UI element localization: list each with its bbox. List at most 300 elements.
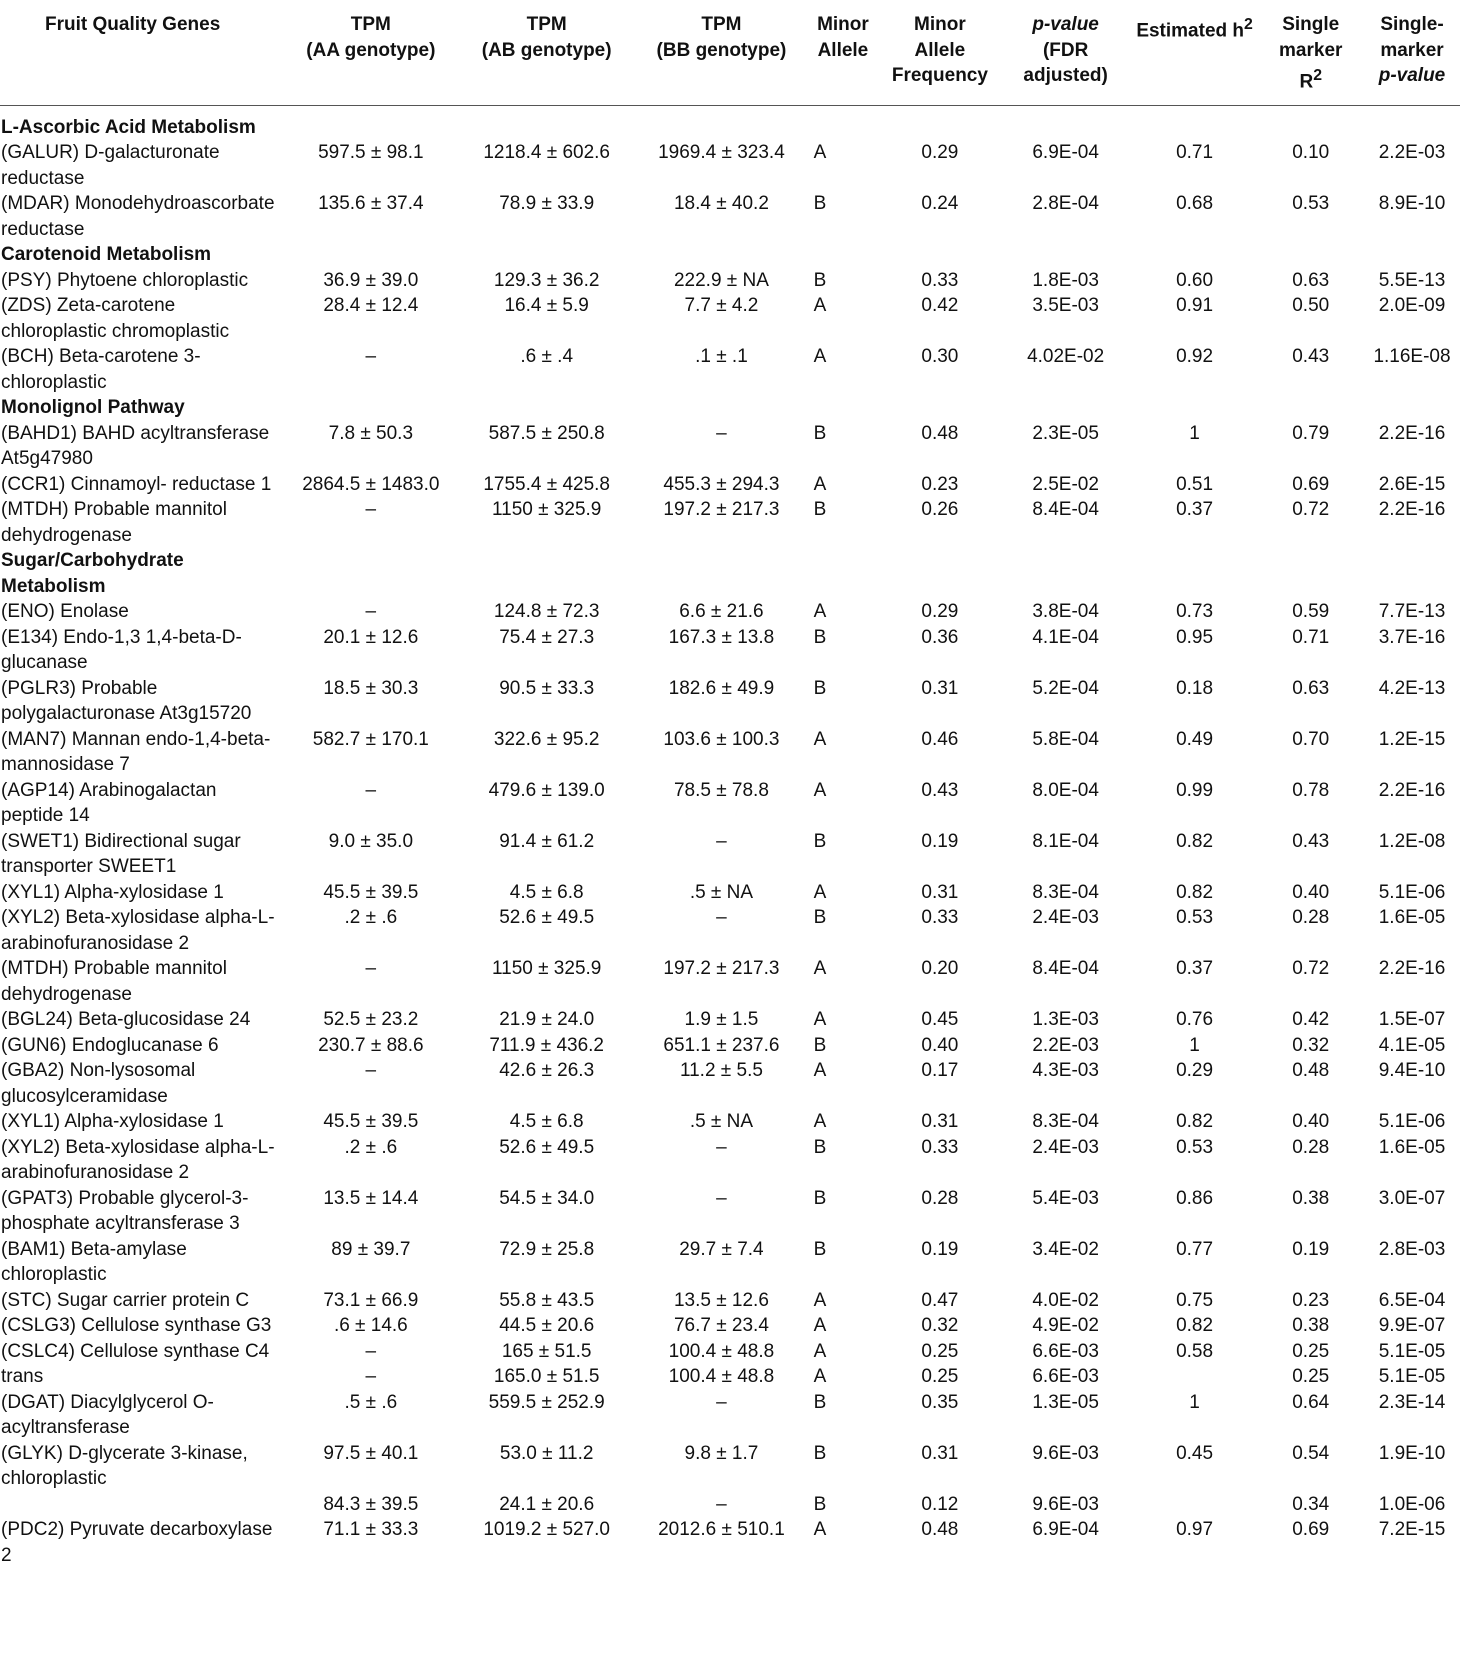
sm-pvalue-cell: 2.2E-16 (1378, 499, 1446, 521)
section-row (0, 242, 1460, 268)
tpm-aa-cell: 45.5 ± 39.5 (323, 1111, 419, 1133)
table-row (0, 956, 1460, 1007)
gene-name-cell: (E134) Endo-1,3 1,4-beta-D-glucanase (1, 626, 242, 674)
heritability-cell: 0.77 (1176, 1238, 1214, 1260)
pvalue-cell: 4.02E-02 (1027, 346, 1105, 368)
empty-cell (637, 242, 805, 268)
maf-cell: 0.42 (921, 295, 959, 317)
empty-cell (456, 105, 637, 140)
tpm-ab-cell: 91.4 ± 61.2 (499, 830, 595, 852)
minor-allele-cell: A (813, 346, 827, 368)
r2-cell: 0.78 (1292, 779, 1330, 801)
gene-name-cell: (XYL1) Alpha-xylosidase 1 (1, 881, 224, 903)
minor-allele-cell: A (813, 1111, 827, 1133)
heritability-cell: 0.92 (1176, 346, 1214, 368)
gene-name-cell: (GALUR) D-galacturonate reductase (1, 142, 220, 189)
empty-cell (1132, 395, 1258, 421)
minor-allele-cell: A (813, 728, 827, 750)
minor-allele-cell: A (813, 1289, 827, 1311)
sm-pvalue-cell: 3.7E-16 (1378, 626, 1446, 648)
header-gene: Fruit Quality Genes (0, 0, 286, 105)
tpm-bb-cell: 29.7 ± 7.4 (679, 1238, 764, 1260)
sm-pvalue-cell: 9.4E-10 (1378, 1060, 1446, 1082)
gene-name-cell (0, 1492, 286, 1518)
sm-pvalue-cell: 1.0E-06 (1378, 1493, 1446, 1515)
tpm-aa-cell: 36.9 ± 39.0 (323, 269, 419, 291)
r2-cell: 0.64 (1292, 1391, 1330, 1413)
tpm-ab-cell: 479.6 ± 139.0 (488, 779, 605, 801)
minor-allele-cell: A (813, 881, 827, 903)
empty-cell (286, 242, 457, 268)
sm-pvalue-cell: 1.9E-10 (1378, 1442, 1446, 1464)
pvalue-cell: 5.2E-04 (1032, 677, 1099, 699)
tpm-aa-cell: – (365, 1366, 377, 1388)
tpm-bb-cell: 6.6 ± 21.6 (679, 601, 764, 623)
heritability-cell: 0.60 (1176, 269, 1214, 291)
r2-cell: 0.53 (1292, 193, 1330, 215)
tpm-aa-cell: 71.1 ± 33.3 (323, 1519, 419, 1541)
minor-allele-cell: B (813, 269, 827, 291)
minor-allele-cell: B (813, 422, 827, 444)
tpm-bb-cell: – (716, 1391, 727, 1413)
tpm-aa-cell: 2864.5 ± 1483.0 (302, 473, 440, 495)
pvalue-cell: 2.2E-03 (1032, 1034, 1099, 1056)
empty-cell (637, 395, 805, 421)
tpm-aa-cell: – (365, 346, 377, 368)
empty-cell (880, 242, 999, 268)
sm-pvalue-cell: 8.9E-10 (1378, 193, 1446, 215)
maf-cell: 0.48 (921, 1519, 959, 1541)
tpm-bb-cell: 455.3 ± 294.3 (663, 473, 780, 495)
r2-cell: 0.23 (1292, 1289, 1330, 1311)
maf-cell: 0.20 (921, 958, 959, 980)
gene-name-cell: (CSLC4) Cellulose synthase C4 (1, 1340, 270, 1362)
maf-cell: 0.40 (921, 1034, 959, 1056)
sm-pvalue-cell: 2.3E-14 (1378, 1391, 1446, 1413)
maf-cell: 0.23 (921, 473, 959, 495)
r2-cell: 0.63 (1292, 677, 1330, 699)
tpm-ab-cell: 90.5 ± 33.3 (499, 677, 595, 699)
maf-cell: 0.35 (921, 1391, 959, 1413)
empty-cell (806, 242, 881, 268)
empty-cell (286, 548, 457, 599)
tpm-ab-cell: 55.8 ± 43.5 (499, 1289, 595, 1311)
header-pvalue: p-value (FDR adjusted) (1000, 0, 1132, 105)
empty-cell (1000, 548, 1132, 599)
table-row (0, 1390, 1460, 1441)
pvalue-cell: 6.6E-03 (1032, 1366, 1099, 1388)
pvalue-cell: 6.9E-04 (1032, 1519, 1099, 1541)
gene-name-cell: (BAHD1) BAHD acyltransferase At5g47980 (1, 422, 270, 470)
r2-cell: 0.38 (1292, 1187, 1330, 1209)
tpm-ab-cell: 1019.2 ± 527.0 (483, 1519, 610, 1541)
r2-cell: 0.63 (1292, 269, 1330, 291)
minor-allele-cell: B (813, 1034, 827, 1056)
pvalue-cell: 8.1E-04 (1032, 830, 1099, 852)
r2-cell: 0.42 (1292, 1009, 1330, 1031)
tpm-bb-cell: .5 ± NA (689, 1111, 754, 1133)
r2-cell: 0.43 (1292, 346, 1330, 368)
minor-allele-cell: B (813, 193, 827, 215)
tpm-bb-cell: 18.4 ± 40.2 (673, 193, 769, 215)
gene-name-cell: (DGAT) Diacylglycerol O-acyltransferase (1, 1391, 214, 1439)
pvalue-cell: 1.8E-03 (1032, 269, 1099, 291)
pvalue-cell: 4.9E-02 (1032, 1315, 1099, 1337)
sm-pvalue-cell: 1.6E-05 (1378, 907, 1446, 929)
sm-pvalue-cell: 4.1E-05 (1378, 1034, 1446, 1056)
pvalue-cell: 4.1E-04 (1032, 626, 1099, 648)
heritability-cell: 0.18 (1176, 677, 1214, 699)
empty-cell (880, 395, 999, 421)
pvalue-cell: 2.4E-03 (1032, 907, 1099, 929)
maf-cell: 0.31 (921, 1111, 959, 1133)
sm-pvalue-cell: 5.1E-06 (1378, 881, 1446, 903)
tpm-ab-cell: 587.5 ± 250.8 (488, 422, 605, 444)
heritability-cell: 1 (1189, 1391, 1200, 1413)
table-row (0, 421, 1460, 472)
maf-cell: 0.32 (921, 1315, 959, 1337)
maf-cell: 0.45 (921, 1009, 959, 1031)
table-row (0, 676, 1460, 727)
section-title: Carotenoid Metabolism (1, 244, 212, 266)
empty-cell (456, 548, 637, 599)
maf-cell: 0.28 (921, 1187, 959, 1209)
sm-pvalue-cell: 5.5E-13 (1378, 269, 1446, 291)
pvalue-cell: 6.6E-03 (1032, 1340, 1099, 1362)
tpm-ab-cell: 1150 ± 325.9 (491, 958, 602, 980)
r2-cell: 0.34 (1292, 1493, 1330, 1515)
gene-name-cell: (GUN6) Endoglucanase 6 (1, 1034, 219, 1056)
maf-cell: 0.29 (921, 142, 959, 164)
pvalue-cell: 8.3E-04 (1032, 1111, 1099, 1133)
maf-cell: 0.33 (921, 1136, 959, 1158)
section-title: L-Ascorbic Acid Metabolism (1, 116, 256, 138)
pvalue-cell: 3.4E-02 (1032, 1238, 1099, 1260)
maf-cell: 0.25 (921, 1340, 959, 1362)
section-title: Sugar/Carbohydrate Metabolism (1, 550, 184, 597)
pvalue-cell: 2.4E-03 (1032, 1136, 1099, 1158)
sm-pvalue-cell: 9.9E-07 (1378, 1315, 1446, 1337)
heritability-cell (1132, 1492, 1258, 1518)
tpm-aa-cell: – (365, 1060, 377, 1082)
heritability-cell: 0.37 (1176, 958, 1214, 980)
pvalue-cell: 1.3E-03 (1032, 1009, 1099, 1031)
table-row (0, 880, 1460, 906)
tpm-bb-cell: 222.9 ± NA (673, 269, 769, 291)
minor-allele-cell: A (813, 958, 827, 980)
pvalue-cell: 2.5E-02 (1032, 473, 1099, 495)
table-row (0, 1007, 1460, 1033)
tpm-ab-cell: 4.5 ± 6.8 (509, 1111, 584, 1133)
table-row (0, 905, 1460, 956)
table-row (0, 1339, 1460, 1365)
tpm-bb-cell: – (716, 907, 727, 929)
pvalue-cell: 2.8E-04 (1032, 193, 1099, 215)
heritability-cell: 0.97 (1176, 1519, 1214, 1541)
maf-cell: 0.48 (921, 422, 959, 444)
tpm-aa-cell: 18.5 ± 30.3 (323, 677, 419, 699)
table-row (0, 1517, 1460, 1568)
table-row (0, 268, 1460, 294)
minor-allele-cell: A (813, 1060, 827, 1082)
minor-allele-cell: B (813, 677, 827, 699)
minor-allele-cell: A (813, 1009, 827, 1031)
table-row (0, 472, 1460, 498)
minor-allele-cell: A (813, 1366, 827, 1388)
r2-cell: 0.50 (1292, 295, 1330, 317)
tpm-ab-cell: 322.6 ± 95.2 (493, 728, 600, 750)
maf-cell: 0.36 (921, 626, 959, 648)
heritability-cell: 0.29 (1176, 1060, 1214, 1082)
header-minor-allele: Minor Allele (806, 0, 881, 105)
heritability-cell: 0.82 (1176, 830, 1214, 852)
header-r2: Single marker $R^2$ (1257, 0, 1364, 105)
r2-cell: 0.40 (1292, 881, 1330, 903)
tpm-ab-cell: 52.6 ± 49.5 (499, 907, 595, 929)
sm-pvalue-cell: 5.1E-05 (1378, 1340, 1446, 1362)
tpm-aa-cell: 97.5 ± 40.1 (323, 1442, 419, 1464)
r2-cell: 0.28 (1292, 907, 1330, 929)
table-row (0, 1186, 1460, 1237)
sm-pvalue-cell: 1.16E-08 (1373, 346, 1451, 368)
maf-cell: 0.33 (921, 269, 959, 291)
table-row (0, 344, 1460, 395)
sm-pvalue-cell: 5.1E-06 (1378, 1111, 1446, 1133)
tpm-ab-cell: 44.5 ± 20.6 (499, 1315, 595, 1337)
table-row (0, 1135, 1460, 1186)
empty-cell (456, 242, 637, 268)
gene-name-cell: (PSY) Phytoene chloroplastic (1, 269, 249, 291)
gene-name-cell: (CCR1) Cinnamoyl- reductase 1 (1, 473, 272, 495)
gene-name-cell: trans (1, 1366, 44, 1388)
gene-name-cell: (XYL2) Beta-xylosidase alpha-L-arabinofuranosidase 2 (1, 1136, 275, 1184)
table-row (0, 1492, 1460, 1518)
r2-cell: 0.69 (1292, 473, 1330, 495)
sm-pvalue-cell: 1.5E-07 (1378, 1009, 1446, 1031)
tpm-ab-cell: 75.4 ± 27.3 (499, 626, 595, 648)
maf-cell: 0.17 (921, 1060, 959, 1082)
minor-allele-cell: B (813, 499, 827, 521)
maf-cell: 0.31 (921, 881, 959, 903)
tpm-ab-cell: 165.0 ± 51.5 (493, 1366, 600, 1388)
gene-name-cell: (ZDS) Zeta-carotene chloroplastic chromoplastic (1, 295, 230, 342)
tpm-aa-cell: 28.4 ± 12.4 (323, 295, 419, 317)
maf-cell: 0.19 (921, 830, 959, 852)
r2-cell: 0.40 (1292, 1111, 1330, 1133)
empty-cell (1132, 242, 1258, 268)
tpm-ab-cell: 54.5 ± 34.0 (499, 1187, 595, 1209)
empty-cell (1000, 395, 1132, 421)
tpm-bb-cell: 7.7 ± 4.2 (684, 295, 759, 317)
tpm-aa-cell: 52.5 ± 23.2 (323, 1009, 419, 1031)
gene-name-cell: (GPAT3) Probable glycerol-3-phosphate acyltransferase 3 (1, 1187, 249, 1235)
tpm-aa-cell: 45.5 ± 39.5 (323, 881, 419, 903)
tpm-ab-cell: 711.9 ± 436.2 (489, 1034, 604, 1056)
minor-allele-cell: B (813, 1187, 827, 1209)
tpm-bb-cell: 100.4 ± 48.8 (668, 1340, 775, 1362)
empty-cell (1364, 395, 1460, 421)
tpm-bb-cell: 2012.6 ± 510.1 (658, 1519, 785, 1541)
tpm-aa-cell: 230.7 ± 88.6 (318, 1034, 424, 1056)
tpm-aa-cell: 20.1 ± 12.6 (323, 626, 419, 648)
gene-name-cell: (MTDH) Probable mannitol dehydrogenase (1, 499, 227, 546)
tpm-ab-cell: 42.6 ± 26.3 (499, 1060, 595, 1082)
maf-cell: 0.24 (921, 193, 959, 215)
tpm-ab-cell: 72.9 ± 25.8 (499, 1238, 595, 1260)
heritability-cell: 0.58 (1176, 1340, 1214, 1362)
table-row (0, 1288, 1460, 1314)
tpm-bb-cell: .1 ± .1 (695, 346, 748, 368)
pvalue-cell: 6.9E-04 (1032, 142, 1099, 164)
sm-pvalue-cell: 2.2E-16 (1378, 422, 1446, 444)
tpm-aa-cell: – (365, 601, 377, 623)
tpm-aa-cell: 89 ± 39.7 (331, 1238, 411, 1260)
gene-name-cell: (BGL24) Beta-glucosidase 24 (1, 1009, 251, 1031)
minor-allele-cell: B (813, 1136, 827, 1158)
section-row (0, 548, 1460, 599)
table-row (0, 599, 1460, 625)
maf-cell: 0.25 (921, 1366, 959, 1388)
maf-cell: 0.29 (921, 601, 959, 623)
table-row (0, 497, 1460, 548)
gene-name-cell: (AGP14) Arabinogalactan peptide 14 (1, 779, 217, 827)
table-row (0, 625, 1460, 676)
minor-allele-cell: A (813, 601, 827, 623)
heritability-cell: 0.76 (1176, 1009, 1214, 1031)
r2-cell: 0.25 (1292, 1340, 1330, 1362)
pvalue-cell: 2.3E-05 (1032, 422, 1099, 444)
tpm-bb-cell: – (716, 830, 727, 852)
empty-cell (880, 105, 999, 140)
minor-allele-cell: A (813, 1315, 827, 1337)
heritability-cell: 0.99 (1176, 779, 1214, 801)
tpm-ab-cell: 21.9 ± 24.0 (499, 1009, 595, 1031)
sm-pvalue-cell: 2.0E-09 (1378, 295, 1446, 317)
heritability-cell: 0.71 (1176, 142, 1214, 164)
heritability-cell: 0.95 (1176, 626, 1214, 648)
empty-cell (1364, 548, 1460, 599)
pvalue-cell: 8.3E-04 (1032, 881, 1099, 903)
sm-pvalue-cell: 3.0E-07 (1378, 1187, 1446, 1209)
heritability-cell: 0.86 (1176, 1187, 1214, 1209)
r2-cell: 0.69 (1292, 1519, 1330, 1541)
header-tpm-bb: TPM (BB genotype) (637, 0, 805, 105)
empty-cell (286, 395, 457, 421)
heritability-cell: 0.37 (1176, 499, 1214, 521)
heritability-cell: 0.75 (1176, 1289, 1214, 1311)
sm-pvalue-cell: 2.2E-16 (1378, 779, 1446, 801)
gene-name-cell: (MTDH) Probable mannitol dehydrogenase (1, 958, 227, 1005)
sm-pvalue-cell: 2.2E-03 (1378, 142, 1446, 164)
header-sm-pvalue: Single- marker p-value (1364, 0, 1460, 105)
r2-cell: 0.38 (1292, 1315, 1330, 1337)
pvalue-cell: 8.4E-04 (1032, 958, 1099, 980)
tpm-bb-cell: 1969.4 ± 323.4 (658, 142, 785, 164)
r2-cell: 0.72 (1292, 499, 1330, 521)
heritability-cell: 1 (1189, 422, 1200, 444)
table-header (0, 0, 1460, 105)
table-body (0, 105, 1460, 1568)
r2-cell: 0.25 (1292, 1366, 1330, 1388)
minor-allele-cell: B (813, 907, 827, 929)
tpm-ab-cell: 16.4 ± 5.9 (504, 295, 589, 317)
tpm-aa-cell: – (365, 779, 377, 801)
empty-cell (1257, 548, 1364, 599)
pvalue-cell: 5.8E-04 (1032, 728, 1099, 750)
tpm-aa-cell: 73.1 ± 66.9 (323, 1289, 419, 1311)
tpm-ab-cell: 1218.4 ± 602.6 (483, 142, 610, 164)
gene-name-cell: (BCH) Beta-carotene 3-chloroplastic (1, 346, 201, 393)
maf-cell: 0.26 (921, 499, 959, 521)
empty-cell (456, 395, 637, 421)
tpm-bb-cell: 9.8 ± 1.7 (684, 1442, 759, 1464)
pvalue-cell: 4.0E-02 (1032, 1289, 1099, 1311)
pvalue-cell: 8.0E-04 (1032, 779, 1099, 801)
table-row (0, 191, 1460, 242)
tpm-aa-cell: 9.0 ± 35.0 (328, 830, 414, 852)
heritability-cell: 0.82 (1176, 1315, 1214, 1337)
empty-cell (1257, 242, 1364, 268)
maf-cell: 0.47 (921, 1289, 959, 1311)
minor-allele-cell: A (813, 473, 827, 495)
minor-allele-cell: B (813, 1493, 827, 1515)
gene-name-cell: (STC) Sugar carrier protein C (1, 1289, 250, 1311)
tpm-bb-cell: 197.2 ± 217.3 (663, 499, 780, 521)
maf-cell: 0.30 (921, 346, 959, 368)
pvalue-cell: 4.3E-03 (1032, 1060, 1099, 1082)
table-row (0, 829, 1460, 880)
pvalue-cell: 3.8E-04 (1032, 601, 1099, 623)
table-row (0, 778, 1460, 829)
empty-cell (1364, 242, 1460, 268)
r2-cell: 0.72 (1292, 958, 1330, 980)
table-row (0, 1033, 1460, 1059)
heritability-cell: 1 (1189, 1034, 1200, 1056)
empty-cell (806, 548, 881, 599)
empty-cell (1132, 105, 1258, 140)
minor-allele-cell: A (813, 142, 827, 164)
tpm-bb-cell: 13.5 ± 12.6 (673, 1289, 769, 1311)
maf-cell: 0.19 (921, 1238, 959, 1260)
pvalue-cell: 3.5E-03 (1032, 295, 1099, 317)
minor-allele-cell: A (813, 295, 827, 317)
empty-cell (1000, 242, 1132, 268)
table-row (0, 1441, 1460, 1492)
tpm-bb-cell: 11.2 ± 5.5 (679, 1060, 763, 1082)
table-row (0, 140, 1460, 191)
tpm-bb-cell: 103.6 ± 100.3 (663, 728, 780, 750)
minor-allele-cell: B (813, 1238, 827, 1260)
heritability-cell: 0.45 (1176, 1442, 1214, 1464)
empty-cell (1132, 548, 1258, 599)
tpm-bb-cell: 197.2 ± 217.3 (663, 958, 780, 980)
gene-name-cell: (XYL2) Beta-xylosidase alpha-L-arabinofuranosidase 2 (1, 907, 275, 954)
sm-pvalue-cell: 7.2E-15 (1378, 1519, 1446, 1541)
heritability-cell: 0.73 (1176, 601, 1214, 623)
tpm-bb-cell: 76.7 ± 23.4 (673, 1315, 769, 1337)
tpm-aa-cell: 582.7 ± 170.1 (312, 728, 429, 750)
maf-cell: 0.43 (921, 779, 959, 801)
minor-allele-cell: B (813, 1391, 827, 1413)
sm-pvalue-cell: 2.6E-15 (1378, 473, 1446, 495)
gene-name-cell: (ENO) Enolase (1, 601, 129, 623)
gene-name-cell: (XYL1) Alpha-xylosidase 1 (1, 1111, 224, 1133)
r2-cell: 0.54 (1292, 1442, 1330, 1464)
sm-pvalue-cell: 6.5E-04 (1378, 1289, 1446, 1311)
tpm-ab-cell: 4.5 ± 6.8 (509, 881, 584, 903)
empty-cell (1257, 105, 1364, 140)
header-tpm-aa: TPM (AA genotype) (286, 0, 457, 105)
